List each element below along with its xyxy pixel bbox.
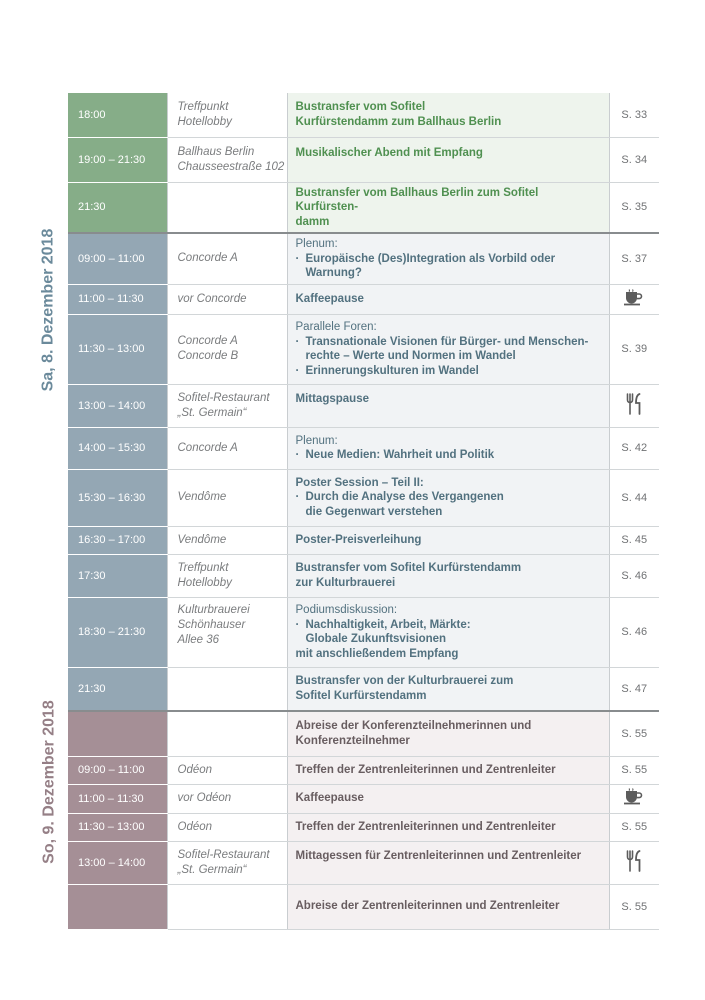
coffee-cup-icon [623,289,645,310]
place-line: Concorde A [177,252,238,265]
page-ref: S. 46 [609,597,659,667]
place-line: Odéon [177,820,213,833]
schedule-row [68,784,659,813]
event-title: Bustransfer vom Sofitel Kurfürstendamm [295,562,522,574]
event-title: Podiumsdiskussion: [295,604,398,616]
event-line: rechte – Werte und Normen im Wandel [305,350,516,362]
schedule-row [68,384,659,427]
page-ref: S. 35 [609,182,659,233]
place-cell [167,182,287,233]
event-bullet: · Neue Medien: Wahrheit und Politik [296,448,601,463]
place-cell [167,554,287,597]
place-cell [167,597,287,667]
page-ref: S. 55 [609,756,659,784]
event-line: Kurfürstendamm zum Ballhaus Berlin [295,115,502,128]
event-title: Plenum: [295,434,338,447]
time-cell: 21:30 [68,182,167,233]
schedule-row [68,233,659,284]
schedule-row [68,813,659,841]
event-line: Globale Zukunftsvisionen [305,633,447,645]
event-title: Treffen der Zentrenleiterinnen und Zentrenleiter [295,820,556,833]
coffee-cup-icon [623,788,645,809]
event-title: Musikalischer Abend mit Empfang [295,146,483,159]
place-line: Treffpunkt [177,100,229,113]
time-cell [68,884,167,929]
place-cell [167,427,287,469]
event-title: Treffen der Zentrenleiterinnen und Zentrenleiter [295,763,556,776]
event-title: Abreise der Konferenzteilnehmerinnen und [295,720,532,733]
place-line: Hotellobby [177,576,232,589]
place-cell [167,841,287,884]
place-cell [167,813,287,841]
place-cell [167,469,287,526]
place-cell [167,314,287,384]
time-cell: 15:30 – 16:30 [68,469,167,526]
schedule-table [68,93,659,930]
event-title: Poster-Preisverleihung [295,533,422,546]
event-title: Plenum: [295,238,338,250]
place-line: „St. Germain“ [177,406,247,419]
schedule-row [68,137,659,182]
time-cell: 09:00 – 11:00 [68,756,167,784]
event-bullet: · Europäische (Des)Integration als Vorbild oder Warnung? [296,252,601,281]
page-ref [609,384,659,427]
schedule-row [68,469,659,526]
page-ref [609,284,659,314]
time-cell: 09:00 – 11:00 [68,233,167,284]
event-title: Kaffeepause [295,792,364,805]
page-ref: S. 34 [609,137,659,182]
event-title: Kaffeepause [295,292,364,305]
page-ref: S. 33 [609,93,659,137]
schedule-row [68,554,659,597]
event-cell [287,93,609,137]
place-line: Sofitel-Restaurant [177,391,270,404]
event-cell [287,284,609,314]
time-cell: 18:30 – 21:30 [68,597,167,667]
schedule-row [68,526,659,554]
page-ref [609,784,659,813]
sunday-day-label: So, 9. Dezember 2018 [40,700,58,864]
place-line: Concorde A [177,441,238,454]
schedule-row [68,427,659,469]
event-cell [287,597,609,667]
event-bullet: · Nachhaltigkeit, Arbeit, Märkte: [296,618,601,633]
place-cell [167,884,287,929]
schedule-row [68,711,659,756]
event-line: damm [295,215,330,228]
place-cell [167,711,287,756]
place-line: „St. Germain“ [177,863,247,876]
event-cell [287,667,609,711]
page-ref: S. 55 [609,884,659,929]
time-cell: 14:00 – 15:30 [68,427,167,469]
page-ref: S. 42 [609,427,659,469]
place-line: Treffpunkt [177,561,229,574]
schedule-row [68,884,659,929]
event-line: Konferenzteilnehmer [295,734,410,747]
page-ref: S. 46 [609,554,659,597]
event-line: zur Kulturbrauerei [295,576,396,589]
page-ref: S. 37 [609,233,659,284]
event-cell [287,314,609,384]
place-line: Kulturbrauerei [177,603,250,616]
place-line: Vendôme [177,533,227,546]
event-line: die Gegenwart verstehen [305,505,443,518]
event-cell [287,554,609,597]
place-line: Schönhauser [177,618,246,631]
time-cell: 13:00 – 14:00 [68,841,167,884]
page-ref: S. 55 [609,813,659,841]
event-title: Parallele Foren: [295,321,377,333]
place-cell [167,756,287,784]
event-line: mit anschließendem Empfang [295,647,459,660]
place-cell [167,384,287,427]
page-ref: S. 44 [609,469,659,526]
time-cell: 11:00 – 11:30 [68,284,167,314]
place-cell [167,284,287,314]
schedule-row [68,756,659,784]
schedule-row [68,841,659,884]
event-cell [287,137,609,182]
event-cell [287,182,609,233]
place-line: vor Odéon [177,792,232,804]
event-cell [287,784,609,813]
place-cell [167,93,287,137]
schedule-row [68,182,659,233]
cutlery-icon [626,850,642,875]
place-line: Hotellobby [177,115,232,128]
place-line: Sofitel-Restaurant [177,848,270,861]
event-title: Mittagessen für Zentrenleiterinnen und Zentrenleiter [295,849,582,862]
event-cell [287,233,609,284]
schedule-row [68,667,659,711]
time-cell: 17:30 [68,554,167,597]
place-cell [167,137,287,182]
event-bullet: · Transnationale Visionen für Bürger- und Menschen- [296,335,601,350]
event-cell [287,384,609,427]
place-line: Chausseestraße 102 [177,160,285,173]
event-line: Sofitel Kurfürstendamm [295,689,427,702]
schedule-row [68,93,659,137]
event-cell [287,884,609,929]
place-cell [167,667,287,711]
place-line: Concorde A [177,335,238,347]
time-cell: 21:30 [68,667,167,711]
event-cell [287,711,609,756]
place-line: Allee 36 [177,633,220,646]
event-cell [287,469,609,526]
page-ref: S. 47 [609,667,659,711]
time-cell: 19:00 – 21:30 [68,137,167,182]
event-title: Mittagspause [295,392,369,405]
page-ref [609,841,659,884]
event-cell [287,526,609,554]
place-line: Ballhaus Berlin [177,145,255,158]
page-ref: S. 45 [609,526,659,554]
page-ref: S. 39 [609,314,659,384]
schedule-row [68,314,659,384]
event-bullet: · Erinnerungskulturen im Wandel [296,364,601,379]
time-cell: 18:00 [68,93,167,137]
event-title: Bustransfer von der Kulturbrauerei zum [295,675,514,688]
event-bullet: · Durch die Analyse des Vergangenen [296,490,601,505]
time-cell: 11:30 – 13:00 [68,314,167,384]
page-ref: S. 55 [609,711,659,756]
time-cell: 13:00 – 14:00 [68,384,167,427]
place-cell [167,784,287,813]
event-title: Bustransfer vom Sofitel [295,101,426,114]
event-cell [287,841,609,884]
place-line: vor Concorde [177,292,247,305]
time-cell: 11:30 – 13:00 [68,813,167,841]
time-cell: 11:00 – 11:30 [68,784,167,813]
place-cell [167,526,287,554]
place-line: Concorde B [177,350,239,362]
schedule-row [68,284,659,314]
cutlery-icon [626,393,642,418]
event-cell [287,756,609,784]
event-cell [287,813,609,841]
event-title: Bustransfer vom Ballhaus Berlin zum Sofitel Kurfürsten- [295,186,539,213]
event-title: Poster Session – Teil II: [295,476,424,489]
time-cell: 16:30 – 17:00 [68,526,167,554]
place-line: Vendôme [177,491,227,503]
schedule-row [68,597,659,667]
time-cell [68,711,167,756]
place-line: Odéon [177,763,213,776]
event-title: Abreise der Zentrenleiterinnen und Zentrenleiter [295,900,560,913]
saturday-day-label: Sa, 8. Dezember 2018 [39,228,57,392]
event-cell [287,427,609,469]
place-cell [167,233,287,284]
